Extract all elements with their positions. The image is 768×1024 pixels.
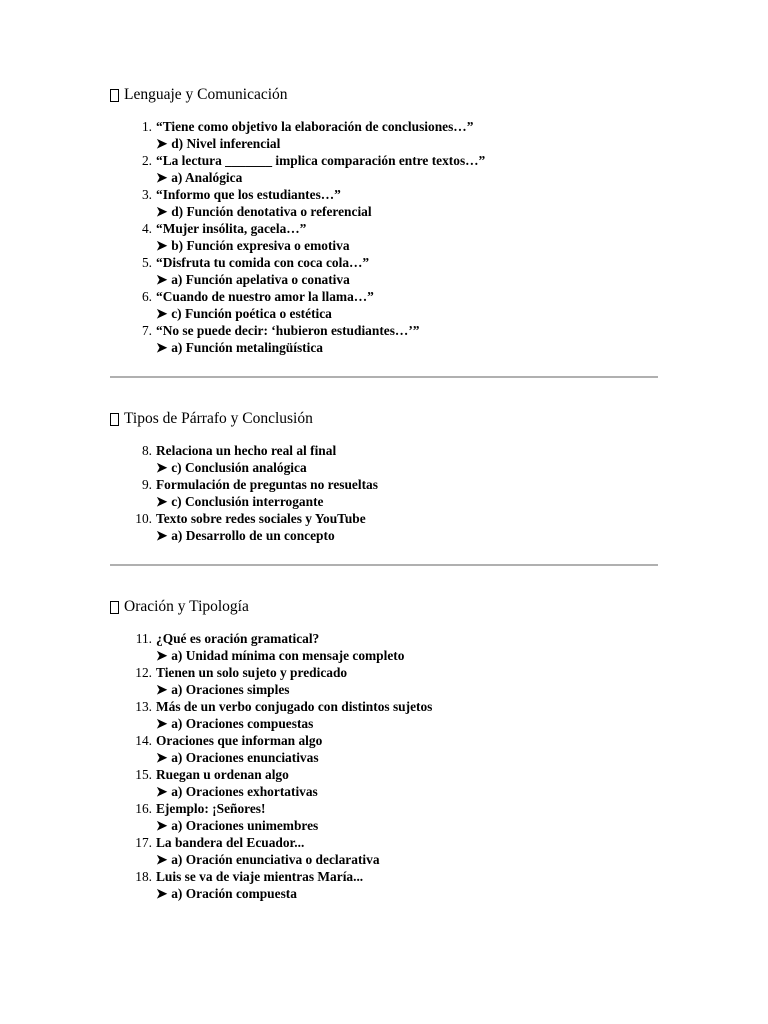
arrow-icon: ➤ xyxy=(156,494,168,509)
arrow-icon: ➤ xyxy=(156,460,168,475)
question-text: “Tiene como objetivo la elaboración de conclusiones…” xyxy=(156,119,474,134)
list-item xyxy=(110,118,485,152)
section-title: Lenguaje y Comunicación xyxy=(124,86,288,103)
answer-line xyxy=(156,749,432,766)
section-divider xyxy=(110,376,658,378)
question-text: “Cuando de nuestro amor la llama…” xyxy=(156,289,374,304)
answer-text: a) Oración compuesta xyxy=(171,886,297,901)
arrow-icon: ➤ xyxy=(156,528,168,543)
question-text: “Informo que los estudiantes…” xyxy=(156,187,341,202)
arrow-icon: ➤ xyxy=(156,784,168,799)
section-tipos-parrafo xyxy=(110,408,378,544)
answer-line xyxy=(156,783,432,800)
answer-text: b) Función expresiva o emotiva xyxy=(171,238,350,253)
question-list xyxy=(110,630,432,902)
section-title: Tipos de Párrafo y Conclusión xyxy=(124,410,313,427)
list-item xyxy=(110,186,485,220)
question-text: La bandera del Ecuador... xyxy=(156,835,305,850)
item-number: 2. xyxy=(141,153,152,168)
list-item xyxy=(110,288,485,322)
item-number: 16. xyxy=(135,801,152,816)
question-text: “Disfruta tu comida con coca cola…” xyxy=(156,255,370,270)
arrow-icon: ➤ xyxy=(156,682,168,697)
list-item xyxy=(110,800,432,834)
question-text: ¿Qué es oración gramatical? xyxy=(156,631,320,646)
arrow-icon: ➤ xyxy=(156,238,168,253)
item-number: 18. xyxy=(135,869,152,884)
item-number: 1. xyxy=(141,119,152,134)
question-text: “No se puede decir: ‘hubieron estudiantes…’” xyxy=(156,323,420,338)
answer-line xyxy=(156,493,378,510)
answer-text: a) Oraciones simples xyxy=(171,682,290,697)
list-item xyxy=(110,868,432,902)
item-number: 13. xyxy=(135,699,152,714)
list-item xyxy=(110,834,432,868)
list-item xyxy=(110,442,378,476)
item-number: 7. xyxy=(141,323,152,338)
list-item xyxy=(110,510,378,544)
arrow-icon: ➤ xyxy=(156,170,168,185)
answer-line xyxy=(156,647,432,664)
question-text: Ruegan u ordenan algo xyxy=(156,767,289,782)
item-number: 10. xyxy=(135,511,152,526)
item-number: 5. xyxy=(141,255,152,270)
answer-text: c) Conclusión interrogante xyxy=(171,494,324,509)
answer-text: a) Oraciones exhortativas xyxy=(171,784,318,799)
question-text: Luis se va de viaje mientras María... xyxy=(156,869,364,884)
answer-text: d) Función denotativa o referencial xyxy=(171,204,372,219)
arrow-icon: ➤ xyxy=(156,272,168,287)
checkbox-icon xyxy=(110,601,119,614)
item-number: 8. xyxy=(141,443,152,458)
item-number: 14. xyxy=(135,733,152,748)
checkbox-icon xyxy=(110,413,119,426)
arrow-icon: ➤ xyxy=(156,648,168,663)
answer-line xyxy=(156,305,485,322)
answer-text: a) Desarrollo de un concepto xyxy=(171,528,335,543)
list-item xyxy=(110,322,485,356)
section-heading xyxy=(110,596,432,618)
item-number: 11. xyxy=(135,631,152,646)
arrow-icon: ➤ xyxy=(156,852,168,867)
list-item xyxy=(110,254,485,288)
answer-line xyxy=(156,681,432,698)
item-number: 9. xyxy=(141,477,152,492)
answer-line xyxy=(156,135,485,152)
section-title: Oración y Tipología xyxy=(124,598,249,615)
answer-line xyxy=(156,459,378,476)
section-oracion-tipologia xyxy=(110,596,432,902)
list-item xyxy=(110,476,378,510)
section-divider xyxy=(110,564,658,566)
section-lenguaje-comunicacion xyxy=(110,84,485,356)
answer-line xyxy=(156,527,378,544)
answer-line xyxy=(156,203,485,220)
item-number: 3. xyxy=(141,187,152,202)
list-item xyxy=(110,630,432,664)
list-item xyxy=(110,766,432,800)
answer-line xyxy=(156,339,485,356)
question-text: Relaciona un hecho real al final xyxy=(156,443,337,458)
answer-text: a) Oraciones enunciativas xyxy=(171,750,319,765)
answer-line xyxy=(156,817,432,834)
item-number: 17. xyxy=(135,835,152,850)
arrow-icon: ➤ xyxy=(156,204,168,219)
list-item xyxy=(110,664,432,698)
list-item xyxy=(110,152,485,186)
question-list xyxy=(110,118,485,356)
question-text: “La lectura _______ implica comparación entre textos…” xyxy=(156,153,486,168)
answer-text: d) Nivel inferencial xyxy=(171,136,281,151)
arrow-icon: ➤ xyxy=(156,136,168,151)
arrow-icon: ➤ xyxy=(156,750,168,765)
answer-text: a) Unidad mínima con mensaje completo xyxy=(171,648,405,663)
answer-line xyxy=(156,237,485,254)
arrow-icon: ➤ xyxy=(156,886,168,901)
answer-text: a) Analógica xyxy=(171,170,243,185)
answer-text: a) Oración enunciativa o declarativa xyxy=(171,852,380,867)
list-item xyxy=(110,220,485,254)
question-text: Oraciones que informan algo xyxy=(156,733,323,748)
checkbox-icon xyxy=(110,89,119,102)
answer-text: a) Función metalingüística xyxy=(171,340,323,355)
question-text: “Mujer insólita, gacela…” xyxy=(156,221,307,236)
arrow-icon: ➤ xyxy=(156,716,168,731)
item-number: 6. xyxy=(141,289,152,304)
question-text: Ejemplo: ¡Señores! xyxy=(156,801,266,816)
answer-line xyxy=(156,169,485,186)
section-heading xyxy=(110,408,378,430)
question-list xyxy=(110,442,378,544)
list-item xyxy=(110,732,432,766)
arrow-icon: ➤ xyxy=(156,340,168,355)
list-item xyxy=(110,698,432,732)
item-number: 12. xyxy=(135,665,152,680)
question-text: Tienen un solo sujeto y predicado xyxy=(156,665,348,680)
answer-text: a) Oraciones unimembres xyxy=(171,818,319,833)
arrow-icon: ➤ xyxy=(156,306,168,321)
answer-text: a) Oraciones compuestas xyxy=(171,716,314,731)
answer-line xyxy=(156,271,485,288)
answer-text: c) Conclusión analógica xyxy=(171,460,307,475)
answer-text: c) Función poética o estética xyxy=(171,306,332,321)
question-text: Texto sobre redes sociales y YouTube xyxy=(156,511,366,526)
answer-line xyxy=(156,715,432,732)
section-heading xyxy=(110,84,485,106)
question-text: Más de un verbo conjugado con distintos sujetos xyxy=(156,699,433,714)
answer-line xyxy=(156,885,432,902)
item-number: 15. xyxy=(135,767,152,782)
answer-text: a) Función apelativa o conativa xyxy=(171,272,350,287)
arrow-icon: ➤ xyxy=(156,818,168,833)
answer-line xyxy=(156,851,432,868)
question-text: Formulación de preguntas no resueltas xyxy=(156,477,378,492)
item-number: 4. xyxy=(141,221,152,236)
